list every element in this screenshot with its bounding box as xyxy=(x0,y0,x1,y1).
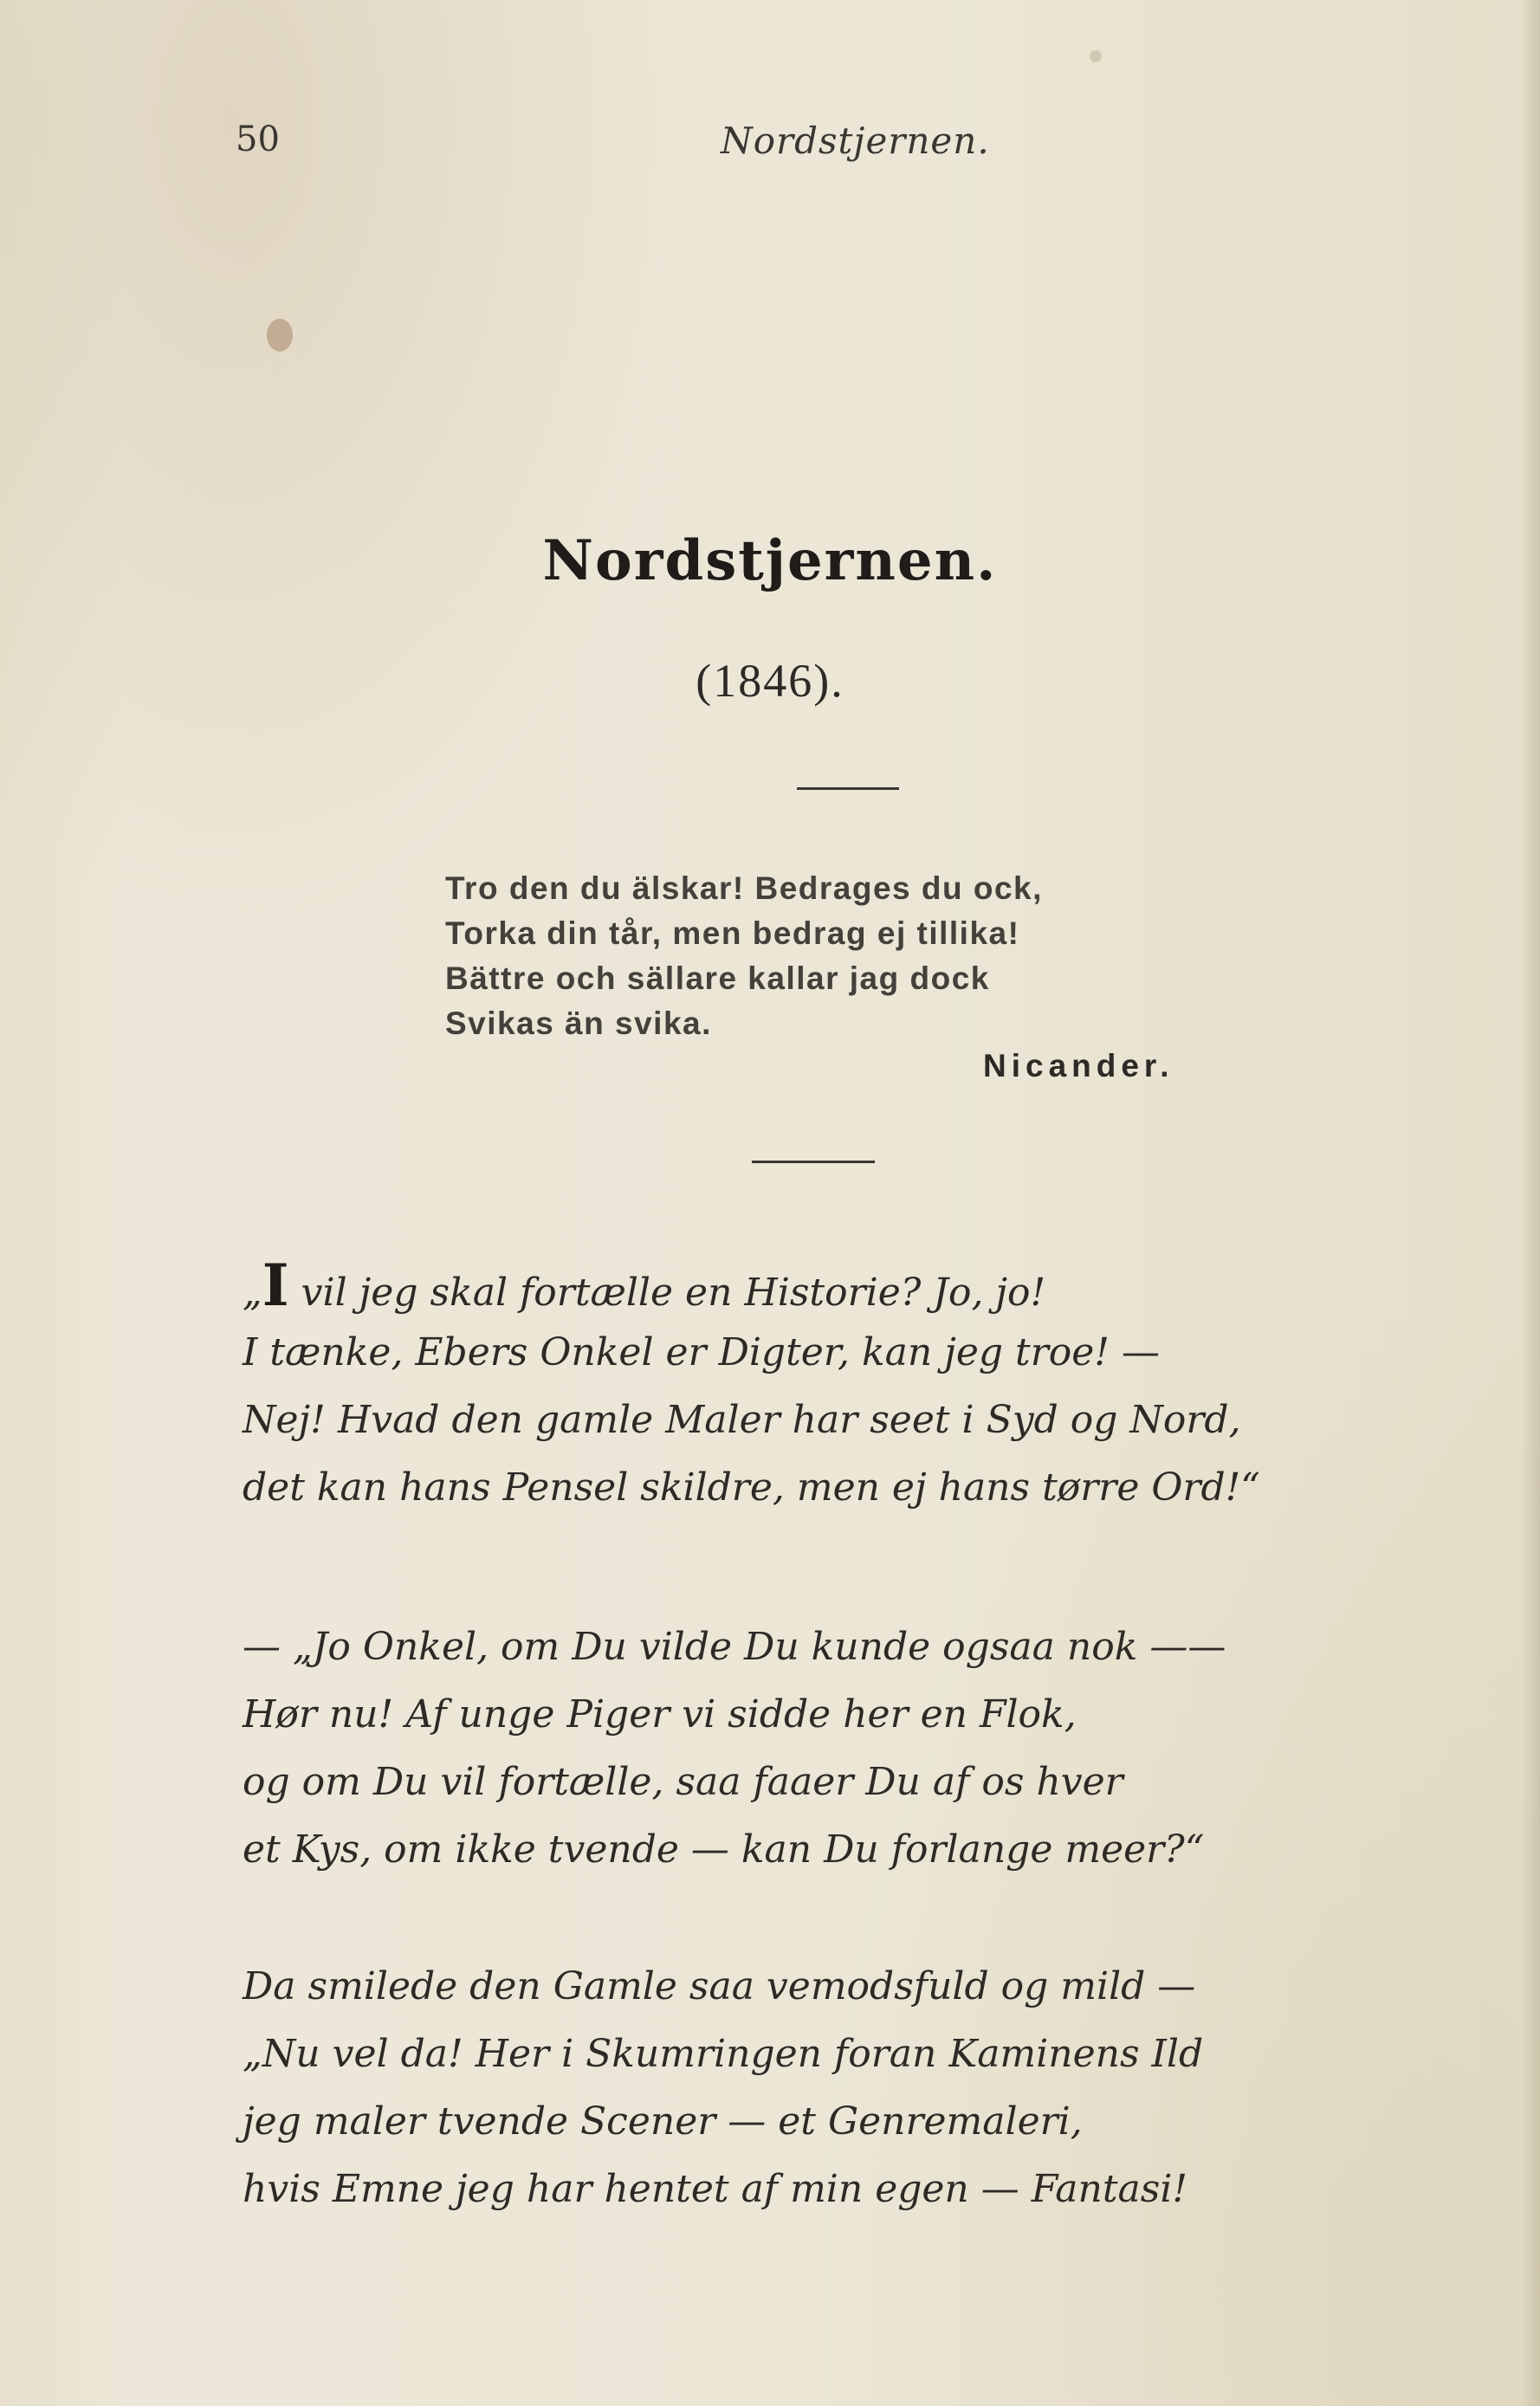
divider-rule xyxy=(797,787,899,790)
verse-line: jeg maler tvende Scener — et Genremaleri, xyxy=(243,2099,1083,2144)
verse-line xyxy=(243,1252,1420,1319)
verse-line: et Kys, om ikke tvende — kan Du forlange meer?“ xyxy=(243,1827,1205,1872)
dropcap-quote: „ xyxy=(243,1271,262,1315)
epigraph xyxy=(445,866,1225,1046)
verse-line: I tænke, Ebers Onkel er Digter, kan jeg troe! — xyxy=(243,1330,1160,1374)
verse-line: Da smilede den Gamle saa vemodsfuld og mild — xyxy=(243,1964,1196,2008)
page-edge-shadow xyxy=(1521,0,1540,2406)
verse-text: vil jeg skal fortælle en Historie? Jo, jo! xyxy=(288,1271,1046,1315)
running-head: Nordstjernen. xyxy=(721,120,990,162)
verse-line: Hør nu! Af unge Piger vi sidde her en Flok, xyxy=(243,1692,1077,1737)
epigraph-attribution: Nicander. xyxy=(983,1048,1174,1083)
page-number: 50 xyxy=(236,120,280,159)
foxing-spot xyxy=(267,319,293,352)
epigraph-line: Svikas än svika. xyxy=(445,1006,712,1041)
stanza xyxy=(243,1252,1420,1522)
foxing-spot xyxy=(1090,50,1102,62)
dropcap: I xyxy=(262,1252,289,1319)
divider-rule xyxy=(752,1161,875,1163)
verse-line: og om Du vil fortælle, saa faaer Du af os hver xyxy=(243,1760,1123,1804)
epigraph-line: Bättre och sällare kallar jag dock xyxy=(445,960,990,996)
poem-title: Nordstjernen. xyxy=(542,528,998,593)
verse-line: hvis Emne jeg har hentet af min egen — Fantasi! xyxy=(243,2167,1188,2211)
stanza xyxy=(243,1614,1420,1884)
stanza xyxy=(243,1953,1420,2223)
verse-line: Nej! Hvad den gamle Maler har seet i Syd og Nord, xyxy=(243,1398,1241,1442)
verse-line: — „Jo Onkel, om Du vilde Du kunde ogsaa nok —— xyxy=(243,1625,1226,1669)
poem-year: (1846). xyxy=(696,655,844,707)
verse-line: det kan hans Pensel skildre, men ej hans tørre Ord!“ xyxy=(243,1465,1260,1510)
epigraph-line: Torka din tår, men bedrag ej tillika! xyxy=(445,915,1020,951)
page-header xyxy=(236,120,1396,171)
epigraph-line: Tro den du älskar! Bedrages du ock, xyxy=(445,870,1043,906)
verse-line: „Nu vel da! Her i Skumringen foran Kaminens Ild xyxy=(243,2032,1204,2076)
